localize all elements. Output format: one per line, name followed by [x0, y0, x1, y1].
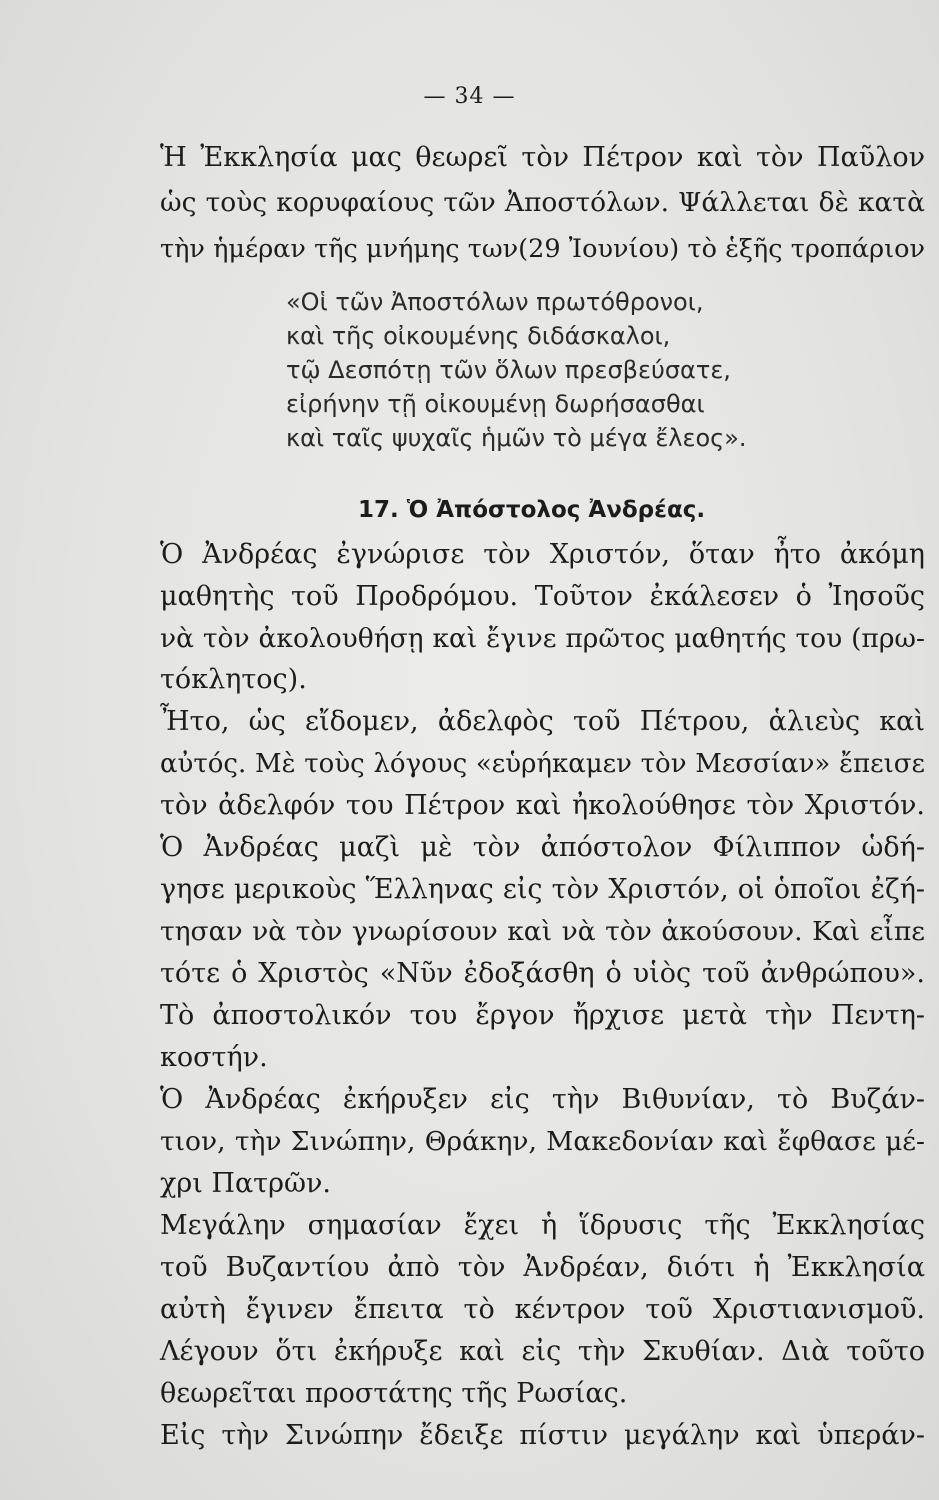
text-line: Μεγάλην σημασίαν ἔχει ἡ ἵδρυσις τῆς Ἐκκλησίας: [160, 1210, 925, 1241]
page-number: — 34 —: [423, 84, 516, 109]
text-line: τότε ὁ Χριστὸς «Νῦν ἐδοξάσθη ὁ υἱὸς τοῦ ἀνθρώπου».: [160, 958, 925, 989]
text-line: Εἰς τὴν Σινώπην ἔδειξε πίστιν μεγάλην καὶ ὑπεράν-: [160, 1420, 925, 1451]
text-line: Λέγουν ὅτι ἐκήρυξε καὶ εἰς τὴν Σκυθίαν. Διὰ τοῦτο: [160, 1336, 925, 1367]
hymn-line: εἰρήνην τῇ οἰκουμένῃ δωρήσασθαι: [286, 390, 705, 418]
text-line: αὐτός. Μὲ τοὺς λόγους «εὑρήκαμεν τὸν Μεσσίαν» ἔπεισε: [160, 749, 925, 779]
text-line: γησε μερικοὺς Ἕλληνας εἰς τὸν Χριστόν, οἱ ὁποῖοι ἐζή-: [160, 874, 925, 905]
text-line: χρι Πατρῶν.: [160, 1168, 332, 1199]
text-line: τὴν ἡμέραν τῆς μνήμης των(29 Ἰουνίου) τὸ ἑξῆς τροπάριον: [160, 234, 925, 264]
text-line: νὰ τὸν ἀκολουθήσῃ καὶ ἔγινε πρῶτος μαθητής του (πρω-: [160, 623, 925, 654]
text-line: τὸν ἀδελφόν του Πέτρον καὶ ἠκολούθησε τὸν Χριστόν.: [160, 790, 925, 821]
hymn-line: καὶ ταῖς ψυχαῖς ἡμῶν τὸ μέγα ἔλεος».: [286, 424, 747, 452]
text-line: Ὁ Ἀνδρέας ἐκήρυξεν εἰς τὴν Βιθυνίαν, τὸ Βυζάν-: [160, 1084, 925, 1115]
text-line: αὐτὴ ἔγινεν ἔπειτα τὸ κέντρον τοῦ Χριστιανισμοῦ.: [160, 1294, 925, 1325]
section-heading: 17. Ὁ Ἀπόστολος Ἀνδρέας.: [358, 497, 706, 523]
text-line: μαθητὴς τοῦ Προδρόμου. Τοῦτον ἐκάλεσεν ὁ Ἰησοῦς: [160, 581, 925, 612]
text-line: Τὸ ἀποστολικόν του ἔργον ἤρχισε μετὰ τὴν Πεντη-: [160, 1000, 925, 1031]
text-line: Ἡ Ἐκκλησία μας θεωρεῖ τὸν Πέτρον καὶ τὸν Παῦλον: [160, 142, 925, 173]
hymn-line: «Οἱ τῶν Ἀποστόλων πρωτόθρονοι,: [286, 288, 704, 316]
text-line: τησαν νὰ τὸν γνωρίσουν καὶ νὰ τὸν ἀκούσουν. Καὶ εἶπε: [160, 916, 925, 947]
text-line: Ὁ Ἀνδρέας ἐγνώρισε τὸν Χριστόν, ὅταν ἦτο ἀκόμη: [160, 539, 925, 570]
text-line: τόκλητος).: [160, 664, 307, 695]
text-line: κοστήν.: [160, 1042, 268, 1073]
text-line: θεωρεῖται προστάτης τῆς Ρωσίας.: [160, 1378, 628, 1409]
text-line: τιον, τὴν Σινώπην, Θράκην, Μακεδονίαν καὶ ἔφθασε μέ-: [160, 1126, 925, 1157]
text-line: ὡς τοὺς κορυφαίους τῶν Ἀποστόλων. Ψάλλεται δὲ κατὰ: [160, 187, 925, 218]
text-line: Ὁ Ἀνδρέας μαζὶ μὲ τὸν ἀπόστολον Φίλιππον ὡδή-: [160, 832, 925, 863]
text-line: Ἦτο, ὡς εἴδομεν, ἀδελφὸς τοῦ Πέτρου, ἁλιεὺς καὶ: [160, 706, 925, 737]
hymn-line: τῷ Δεσπότῃ τῶν ὅλων πρεσβεύσατε,: [286, 356, 731, 384]
hymn-line: καὶ τῆς οἰκουμένης διδάσκαλοι,: [286, 322, 671, 350]
text-line: τοῦ Βυζαντίου ἀπὸ τὸν Ἀνδρέαν, διότι ἡ Ἐκκλησία: [160, 1252, 925, 1283]
